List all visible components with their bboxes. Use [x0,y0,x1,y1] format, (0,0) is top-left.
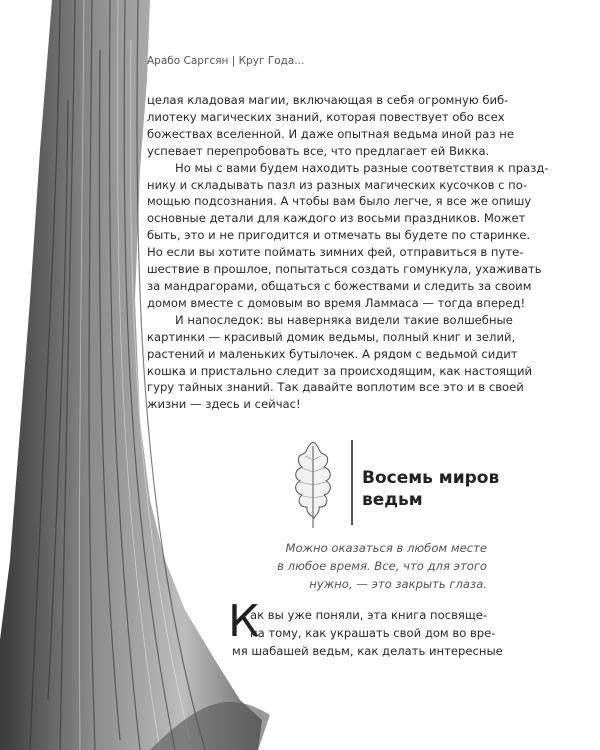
text-line: успевает перепробовать все, что предлагает ей Викка. [147,143,490,158]
text-line: гуру тайных знаний. Так давайте воплотим все это и в своей [147,380,524,395]
text-line: нику и складывать пазл из разных магических кусочков с по- [147,177,528,192]
text-line: кошка и пристально следит за происходящим, как настоящий [147,363,533,378]
text-line: картинки — красивый домик ведьмы, полный книг и зелий, [147,329,516,344]
text-line: за мандрагорами, общаться с божествами и следить за своим [147,278,532,293]
intro-text-continued [232,642,503,660]
text-line: Но если вы хотите поймать зимних фей, отправиться в путе- [147,245,524,260]
chapter-title-line: ведьм [362,490,423,510]
epigraph [250,539,487,593]
text-line: основные детали для каждого из восьми праздников. Может [147,211,526,226]
text-line: растений и маленьких бутылочек. А рядом с ведьмой сидит [147,346,518,361]
body-text [147,92,549,413]
text-line: жизни — здесь и сейчас! [147,397,301,412]
running-header: Арабо Саргсян | Круг Года... [147,55,305,67]
text-line: шествие в прошлое, попытаться создать гомункула, ухаживать [147,262,542,277]
oak-leaf-icon [288,440,338,530]
drop-cap: К [228,596,260,647]
epigraph-line: нужно, — это закрыть глаза. [309,577,487,591]
intro-text [250,606,496,642]
epigraph-line: Можно оказаться в любом месте [285,541,487,555]
chapter-title-line: Восемь миров [362,468,500,488]
text-line: быть, это и не пригодится и отмечать вы будете по старинке. [147,228,531,243]
text-line: мощью подсознания. А чтобы вам было легче, я все же опишу [147,194,532,209]
chapter-title [362,467,499,511]
text-line: Но мы с вами будем находить разные соответствия к празд- [175,160,549,175]
epigraph-line: в любое время. Все, что для этого [277,559,487,573]
text-line: домом вместе с домовым во время Ламмаса — тогда вперед! [147,295,526,310]
text-line: И напоследок: вы наверняка видели такие волшебные [175,312,513,327]
title-divider [351,440,353,525]
text-line: на тому, как украшать свой дом во вре- [250,626,496,640]
text-line: божествах вселенной. И даже опытная ведьма иной раз не [147,126,514,141]
text-line: ак вы уже поняли, эта книга посвяще- [250,608,488,622]
text-line: лиотеку магических знаний, которая повествует обо всех [147,109,505,124]
text-line: целая кладовая магии, включающая в себя огромную биб- [147,93,509,107]
text-line: мя шабашей ведьм, как делать интересные [232,644,503,658]
